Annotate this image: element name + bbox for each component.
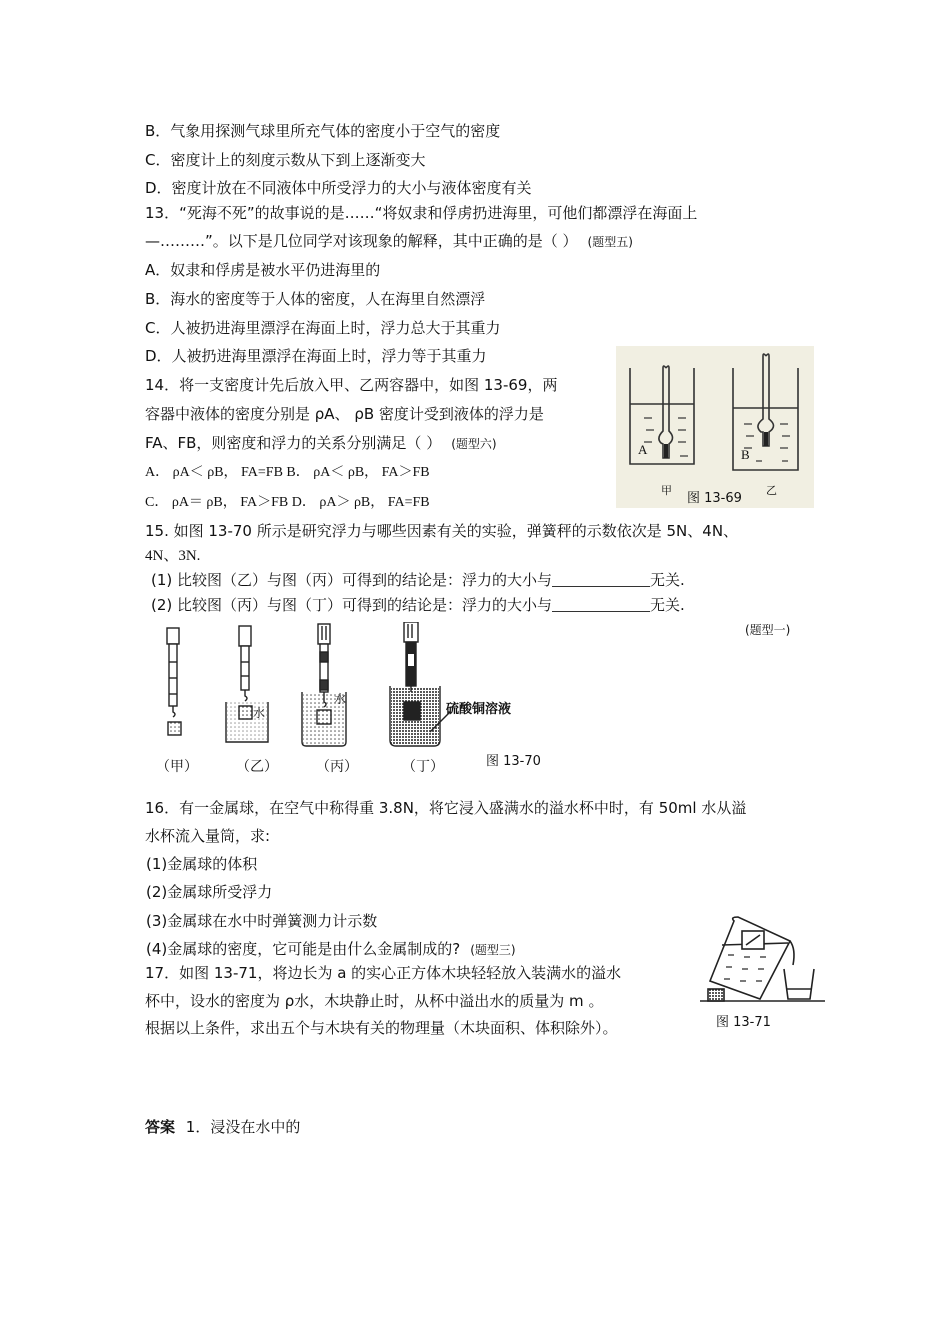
q15-part1 <box>151 570 685 590</box>
figure-13-70-caption: 图 13-70 <box>486 754 541 769</box>
q15-part2 <box>151 595 685 615</box>
container-b-label: B <box>741 447 750 462</box>
label-jia: 甲 <box>661 484 672 497</box>
q15-part2-prefix: (2) 比较图（丙）与图（丁）可得到的结论是：浮力的大小与 <box>151 596 553 614</box>
q13-stem-line2 <box>145 231 633 252</box>
answer-label: 答案 <box>145 1118 176 1136</box>
figure-13-71 <box>700 905 825 1035</box>
q13-option-b: B．海水的密度等于人体的密度，人在海里自然漂浮 <box>145 290 486 308</box>
figure-13-69-caption: 图 13-69 <box>687 491 742 506</box>
q15-stem-line2: 4N、3N. <box>145 548 201 564</box>
figure-13-70 <box>150 622 550 782</box>
q13-option-d: D．人被扔进海里漂浮在海面上时，浮力等于其重力 <box>145 347 487 365</box>
q12-option-c: C．密度计上的刻度示数从下到上逐渐变大 <box>145 151 426 169</box>
q15-part2-blank[interactable] <box>552 597 650 612</box>
label-ding: （丁） <box>402 759 444 775</box>
figure-13-71-caption: 图 13-71 <box>716 1015 771 1030</box>
q16-part4-text: (4)金属球的密度，它可能是由什么金属制成的? <box>146 940 461 958</box>
q16-type-tag: (题型三) <box>470 943 516 957</box>
q15-part1-suffix: 无关. <box>650 571 685 589</box>
q17-stem-line2: 杯中，设水的密度为 ρ水，木块静止时，从杯中溢出水的质量为 m 。 <box>145 992 604 1010</box>
water-label-yi: 水 <box>253 706 266 720</box>
q16-stem-line2: 水杯流入量筒，求: <box>145 827 271 845</box>
q13-option-c: C．人被扔进海里漂浮在海面上时，浮力总大于其重力 <box>145 319 501 337</box>
label-yi: 乙 <box>766 484 777 497</box>
q13-stem-line1: 13．“死海不死”的故事说的是……“将奴隶和俘虏扔进海里，可他们都漂浮在海面上 <box>145 204 698 222</box>
water-label-bing: 水 <box>334 692 347 706</box>
figure-13-69 <box>616 346 814 508</box>
q14-type-tag: (题型六) <box>451 437 497 451</box>
q15-part2-suffix: 无关. <box>650 596 685 614</box>
q14-stem-line3 <box>145 433 497 454</box>
q17-stem-line1: 17．如图 13-71，将边长为 a 的实心正方体木块轻轻放入装满水的溢水 <box>145 964 622 982</box>
q16-part2: (2)金属球所受浮力 <box>146 883 273 901</box>
q16-part4 <box>146 939 516 960</box>
q14-stem-line1: 14．将一支密度计先后放入甲、乙两容器中，如图 13-69，两 <box>145 376 558 394</box>
q16-part1: (1)金属球的体积 <box>146 855 258 873</box>
overflow-cup-diagram <box>700 905 825 1005</box>
q15-type-tag: (题型一) <box>745 623 791 637</box>
label-yi: （乙） <box>236 759 278 775</box>
q16-stem-line1: 16．有一金属球，在空气中称得重 3.8N，将它浸入盛满水的溢水杯中时，有 50ml 水从溢 <box>145 799 747 817</box>
q14-stem-text: FA、FB，则密度和浮力的关系分别满足（ ） <box>145 434 442 452</box>
q14-options-ab: A． ρA＜ ρB， FA=FB B． ρA＜ ρB， FA＞FB <box>145 465 430 480</box>
answer-line <box>145 1117 300 1137</box>
q14-stem-line2: 容器中液体的密度分别是 ρA、 ρB 密度计受到液体的浮力是 <box>145 405 544 423</box>
label-bing: （丙） <box>316 759 358 775</box>
q13-option-a: A．奴隶和俘虏是被水平仍进海里的 <box>145 261 381 279</box>
hydrometer-diagram <box>616 346 814 508</box>
q12-option-b: B．气象用探测气球里所充气体的密度小于空气的密度 <box>145 122 501 140</box>
answer-text: 1．浸没在水中的 <box>185 1118 301 1136</box>
q17-stem-line3: 根据以上条件，求出五个与木块有关的物理量（木块面积、体积除外）。 <box>145 1019 618 1037</box>
q15-part1-prefix: (1) 比较图（乙）与图（丙）可得到的结论是：浮力的大小与 <box>151 571 553 589</box>
q14-options-cd: C． ρA＝ ρB， FA＞FB D． ρA＞ ρB， FA=FB <box>145 495 430 510</box>
q13-stem-text: —………”。以下是几位同学对该现象的解释，其中正确的是（ ） <box>145 232 578 250</box>
q12-option-d: D．密度计放在不同液体中所受浮力的大小与液体密度有关 <box>145 179 532 197</box>
copper-sulfate-label: 硫酸铜溶液 <box>446 702 512 717</box>
q13-type-tag: (题型五) <box>587 235 633 249</box>
container-a-label: A <box>638 442 648 457</box>
q15-stem-line1: 15. 如图 13-70 所示是研究浮力与哪些因素有关的实验，弹簧秤的示数依次是 5N、4N、 <box>145 522 739 540</box>
q15-part1-blank[interactable] <box>552 572 650 587</box>
spring-scale-diagram <box>150 622 550 747</box>
q16-part3: (3)金属球在水中时弹簧测力计示数 <box>146 912 378 930</box>
label-jia: （甲） <box>156 759 198 775</box>
